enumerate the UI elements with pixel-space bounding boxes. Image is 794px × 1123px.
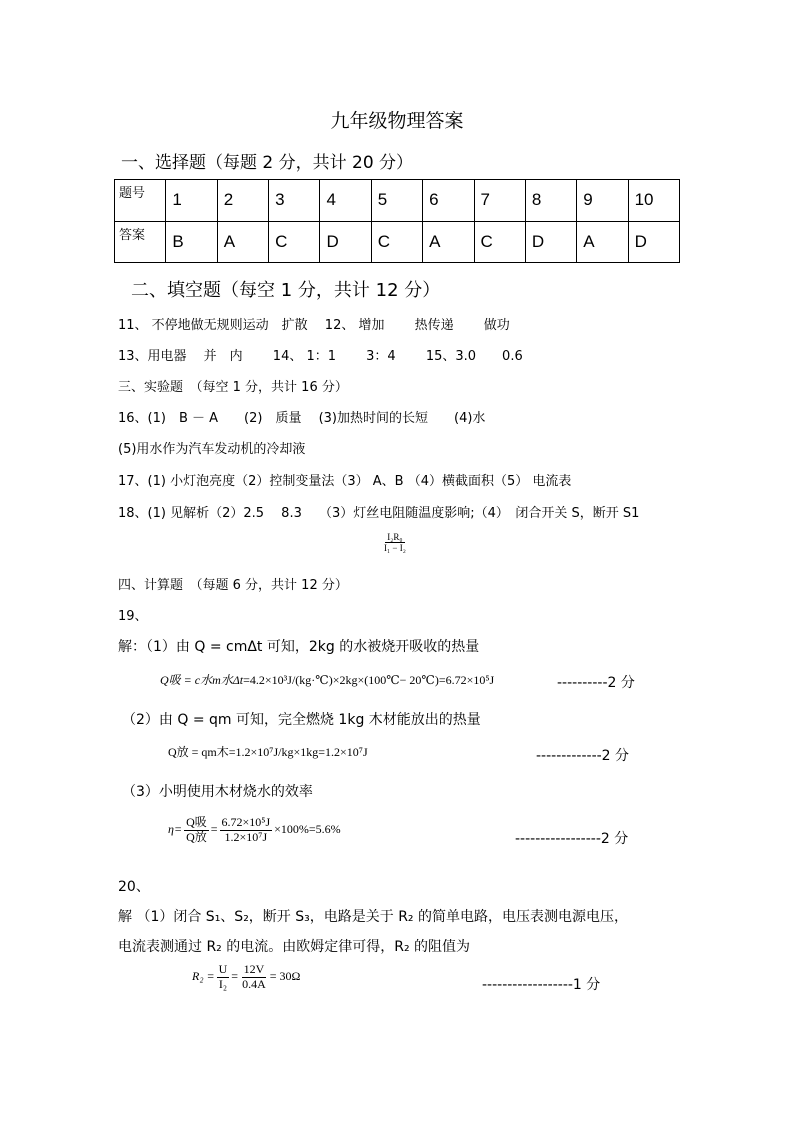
number-cell: 10 [628,180,679,222]
q20-eq-lhs: R₂ = [192,969,215,984]
q19-eq1-rhs: =4.2×10³J/(kg·℃)×2kg×(100℃− 20℃)=6.72×10⁵J [243,673,495,687]
answer-line-16: 16、(1) B － A (2) 质量 (3)加热时间的长短 (4)水 [118,411,486,426]
fraction-denominator: Q放 [186,829,207,844]
row-label-answer: 答案 [115,221,166,263]
answer-cell: A [423,221,474,263]
q20-line-1: 解 （1）闭合 S₁、S₂，断开 S₃，电路是关于 R₂ 的简单电路，电压表测电源电压， [118,909,628,925]
q19-equation-2: Q放 = qm木=1.2×10⁷J/kg×1kg=1.2×10⁷J [168,745,368,759]
number-cell: 9 [577,180,628,222]
q19-eq1-lhs: Q吸 = c水m水Δt [160,673,244,687]
fraction-numerator: 12V [243,962,265,976]
answer-cell: C [371,221,422,263]
eta-symbol: η= [168,822,183,837]
answer-cell: D [320,221,371,263]
row-label-number: 题号 [115,180,166,222]
answer-line-11: 11、 不停地做无规则运动 扩散 12、 增加 热传递 做功 [118,318,510,333]
number-cell: 7 [474,180,525,222]
section4-heading: 四、计算题 （每题 6 分，共计 12 分） [118,578,348,593]
answer-line-13: 13、用电器 并 内 14、 1：1 3：4 15、3.0 0.6 [118,349,523,364]
fraction-denominator: 1.2×10⁷J [224,829,268,844]
q19-equation-3: η= $\frac{\text{Q吸}}{\text{Q放}}$ = $\frac{\text{6.72×10⁵J}}{\text{1.2×10⁷J}}$ ×100%=5.6% [168,815,341,844]
section2-heading: 二、填空题（每空 1 分，共计 12 分） [131,280,441,301]
fraction-18 [380,532,410,554]
q20-score: ------------------1 分 [482,977,601,993]
page-title: 九年级物理答案 [330,110,464,132]
answer-line-17: 17、(1) 小灯泡亮度（2）控制变量法（3） A、B （4）横截面积（5） 电流表 [118,474,572,489]
q19-intro: 解：（1）由 Q = cmΔt 可知，2kg 的水被烧开吸收的热量 [118,639,480,655]
q20-line-2: 电流表测通过 R₂ 的电流。由欧姆定律可得，R₂ 的阻值为 [118,939,471,955]
fraction-denominator: I₁ − I₂ [384,543,406,554]
answer-row [115,221,680,263]
section1-heading: 一、选择题（每题 2 分，共计 20 分） [121,153,414,173]
q19-part-2: （2）由 Q = qm 可知，完全燃烧 1kg 木材能放出的热量 [122,712,481,728]
fraction-denominator: 0.4A [242,976,266,991]
fraction-numerator: U [218,962,228,976]
question-20-label: 20、 [118,879,150,895]
number-cell: 4 [320,180,371,222]
answer-cell: C [269,221,320,263]
answer-line-18: 18、(1) 见解析（2）2.5 8.3 （3）灯丝电阻随温度影响;（4） 闭合开关 S，断开 S1 [118,506,640,521]
answer-cell: A [217,221,268,263]
q19-part-3: （3）小明使用木材烧水的效率 [122,784,313,800]
fraction-numerator: Q吸 [186,815,207,829]
q19-eq3-score: -----------------2 分 [515,831,629,847]
q19-eq2-score: -------------2 分 [536,748,630,764]
number-cell: 6 [423,180,474,222]
number-cell: 8 [525,180,576,222]
q19-eq3-tail: ×100%=5.6% [274,822,341,837]
number-row [115,180,680,222]
fraction-numerator: 6.72×10⁵J [221,815,271,829]
number-cell: 2 [217,180,268,222]
q20-eq-tail: = 30Ω [269,969,301,984]
answer-cell: D [525,221,576,263]
answer-line-16b: (5)用水作为汽车发动机的冷却液 [118,442,306,457]
fraction-denominator: I₂ [218,976,228,991]
question-19-label: 19、 [118,609,148,624]
number-cell: 3 [269,180,320,222]
q20-equation: R₂ = $\frac{U}{\text{I₂}}$ = $\frac{12V}{0.4A}$ = 30Ω [192,962,301,991]
answer-cell: A [577,221,628,263]
answer-cell: B [166,221,217,263]
answer-cell: D [628,221,679,263]
answer-cell: C [474,221,525,263]
q19-equation-1 [160,671,494,688]
number-cell: 5 [371,180,422,222]
q19-eq1-score: ----------2 分 [557,675,635,691]
number-cell: 1 [166,180,217,222]
fraction-numerator: I₂R₀ [387,532,403,542]
answer-table [114,179,680,263]
section3-heading: 三、实验题 （每空 1 分，共计 16 分） [118,380,348,395]
